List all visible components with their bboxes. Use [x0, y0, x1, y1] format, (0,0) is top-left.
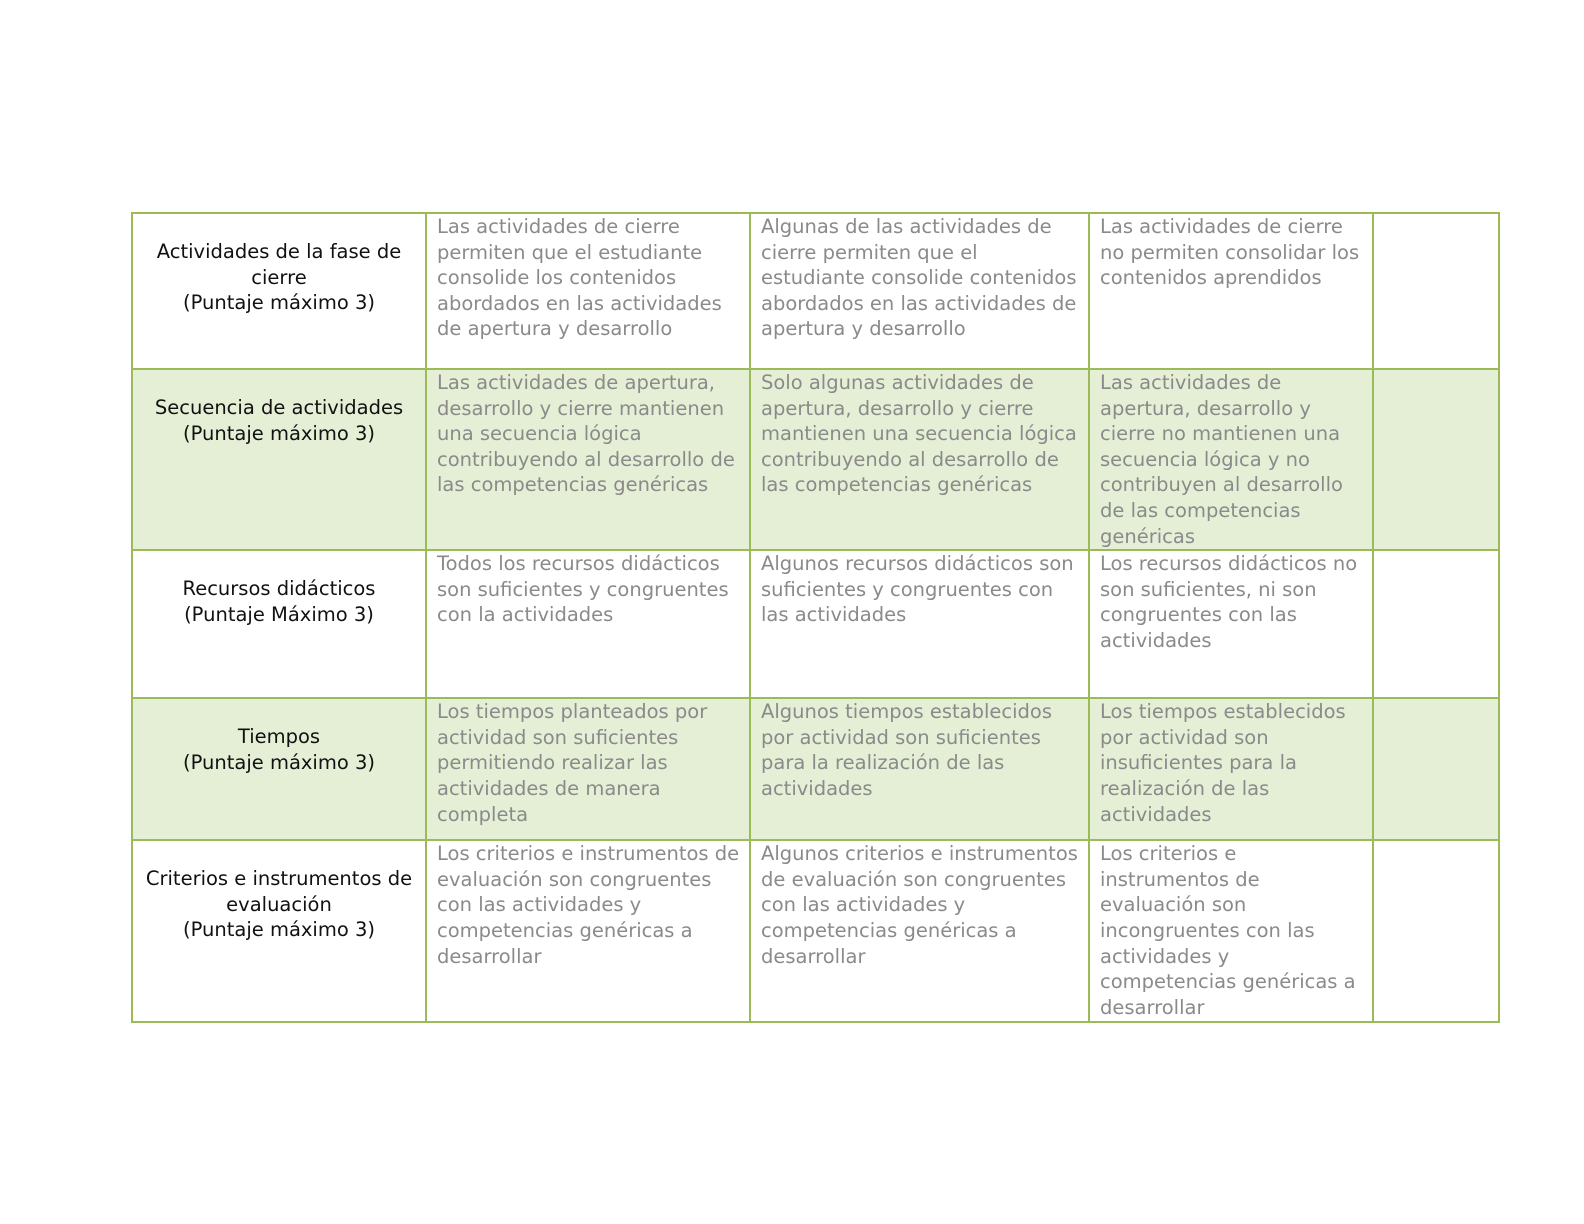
level-1-descriptor: Las actividades de apertura, desarrollo y cierre mantienen una secuencia lógica contribuyendo al desarrollo de las competencias genéricas: [426, 369, 750, 550]
max-score-label: (Puntaje máximo 3): [183, 918, 375, 942]
level-1-descriptor: Las actividades de cierre permiten que el estudiante consolide los contenidos abordados en las actividades de apertura y desarrollo: [426, 213, 750, 369]
score-cell[interactable]: [1373, 840, 1499, 1022]
score-cell[interactable]: [1373, 213, 1499, 369]
level-2-descriptor: Algunas de las actividades de cierre permiten que el estudiante consolide contenidos abordados en las actividades de apertura y desarrollo: [750, 213, 1089, 369]
criterion-label: Criterios e instrumentos de evaluación: [145, 867, 413, 916]
level-3-descriptor: Los tiempos establecidos por actividad son insuficientes para la realización de las actividades: [1089, 698, 1373, 840]
level-3-descriptor: Los criterios e instrumentos de evaluación son incongruentes con las actividades y competencias genéricas a desarrollar: [1089, 840, 1373, 1022]
level-3-descriptor: Las actividades de cierre no permiten consolidar los contenidos aprendidos: [1089, 213, 1373, 369]
score-cell[interactable]: [1373, 550, 1499, 698]
rubric-row-secuencia: [132, 369, 1499, 550]
score-cell[interactable]: [1373, 698, 1499, 840]
criterion-cell: [132, 369, 426, 550]
rubric-table: [131, 212, 1500, 1023]
rubric-row-recursos: [132, 550, 1499, 698]
rubric-row-cierre: [132, 213, 1499, 369]
max-score-label: (Puntaje máximo 3): [183, 421, 375, 445]
score-cell[interactable]: [1373, 369, 1499, 550]
criterion-label: Recursos didácticos: [182, 577, 376, 601]
criterion-label: Actividades de la fase de cierre: [156, 240, 402, 289]
criterion-cell: [132, 550, 426, 698]
level-3-descriptor: Los recursos didácticos no son suficientes, ni son congruentes con las actividades: [1089, 550, 1373, 698]
level-2-descriptor: Algunos criterios e instrumentos de evaluación son congruentes con las actividades y competencias genéricas a desarrollar: [750, 840, 1089, 1022]
criterion-cell: [132, 840, 426, 1022]
level-2-descriptor: Algunos tiempos establecidos por actividad son suficientes para la realización de las actividades: [750, 698, 1089, 840]
max-score-label: (Puntaje máximo 3): [183, 750, 375, 774]
max-score-label: (Puntaje Máximo 3): [184, 602, 374, 626]
level-1-descriptor: Los tiempos planteados por actividad son suficientes permitiendo realizar las actividades de manera completa: [426, 698, 750, 840]
level-2-descriptor: Solo algunas actividades de apertura, desarrollo y cierre mantienen una secuencia lógica contribuyendo al desarrollo de las competencias genéricas: [750, 369, 1089, 550]
criterion-label: Secuencia de actividades: [154, 396, 404, 419]
level-1-descriptor: Los criterios e instrumentos de evaluación son congruentes con las actividades y competencias genéricas a desarrollar: [426, 840, 750, 1022]
criterion-cell: [132, 698, 426, 840]
criterion-cell: [132, 213, 426, 369]
level-2-descriptor: Algunos recursos didácticos son suficientes y congruentes con las actividades: [750, 550, 1089, 698]
rubric-row-evaluacion: [132, 840, 1499, 1022]
criterion-label: Tiempos: [237, 725, 321, 749]
level-1-descriptor: Todos los recursos didácticos son suficientes y congruentes con la actividades: [426, 550, 750, 698]
max-score-label: (Puntaje máximo 3): [183, 291, 375, 315]
rubric-row-tiempos: [132, 698, 1499, 840]
level-3-descriptor: Las actividades de apertura, desarrollo y cierre no mantienen una secuencia lógica y no contribuyen al desarrollo de las competencias genéricas: [1089, 369, 1373, 550]
